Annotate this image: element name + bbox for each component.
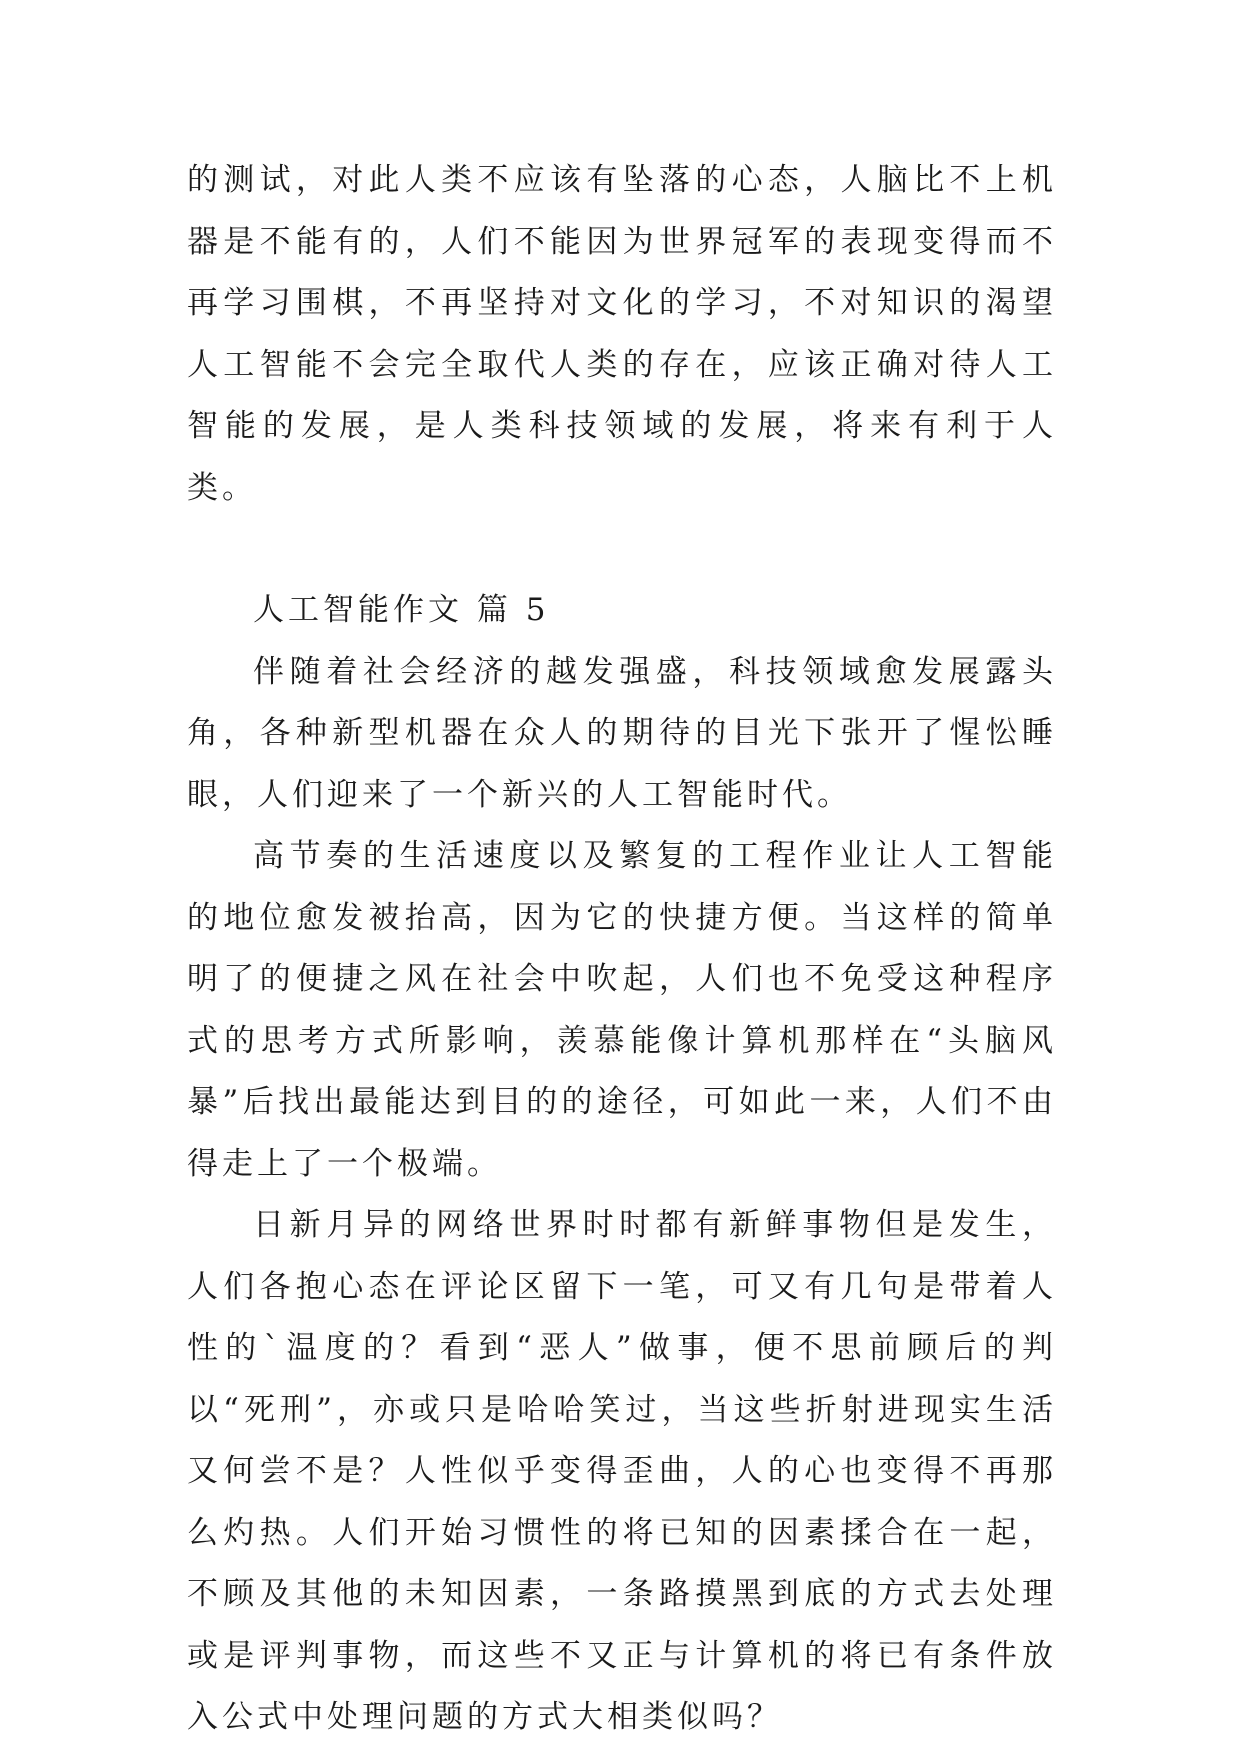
body-paragraph: 高节奏的生活速度以及繁复的工程作业让人工智能的地位愈发被抬高，因为它的快捷方便。当这样的简单明了的便捷之风在社会中吹起，人们也不免受这种程序式的思考方式所影响，羡慕能像计算机那样在“头脑风暴”后找出最能达到目的的途径，可如此一来，人们不由得走上了一个极端。 (187, 838, 1057, 1182)
section-heading: 人工智能作文 篇 5 (253, 592, 550, 628)
continued-paragraph: 的测试，对此人类不应该有坠落的心态，人脑比不上机器是不能有的，人们不能因为世界冠军的表现变得而不再学习围棋，不再坚持对文化的学习，不对知识的渴望人工智能不会完全取代人类的存在，应该正确对待人工智能的发展，是人类科技领域的发展，将来有利于人类。 (187, 162, 1057, 506)
body-paragraph: 日新月异的网络世界时时都有新鲜事物但是发生，人们各抱心态在评论区留下一笔，可又有几句是带着人性的`温度的？看到“恶人”做事，便不思前顾后的判以“死刑”，亦或只是哈哈笑过，当这些折射进现实生活又何尝不是？人性似乎变得歪曲，人的心也变得不再那么灼热。人们开始习惯性的将已知的因素揉合在一起，不顾及其他的未知因素，一条路摸黑到底的方式去处理或是评判事物，而这些不又正与计算机的将已有条件放入公式中处理问题的方式大相类似吗？ (187, 1207, 1057, 1735)
body-paragraph: 伴随着社会经济的越发强盛，科技领域愈发展露头角，各种新型机器在众人的期待的目光下张开了惺忪睡眼，人们迎来了一个新兴的人工智能时代。 (187, 653, 1057, 813)
document-body (187, 150, 1057, 1749)
paragraph-spacer (187, 519, 1057, 580)
